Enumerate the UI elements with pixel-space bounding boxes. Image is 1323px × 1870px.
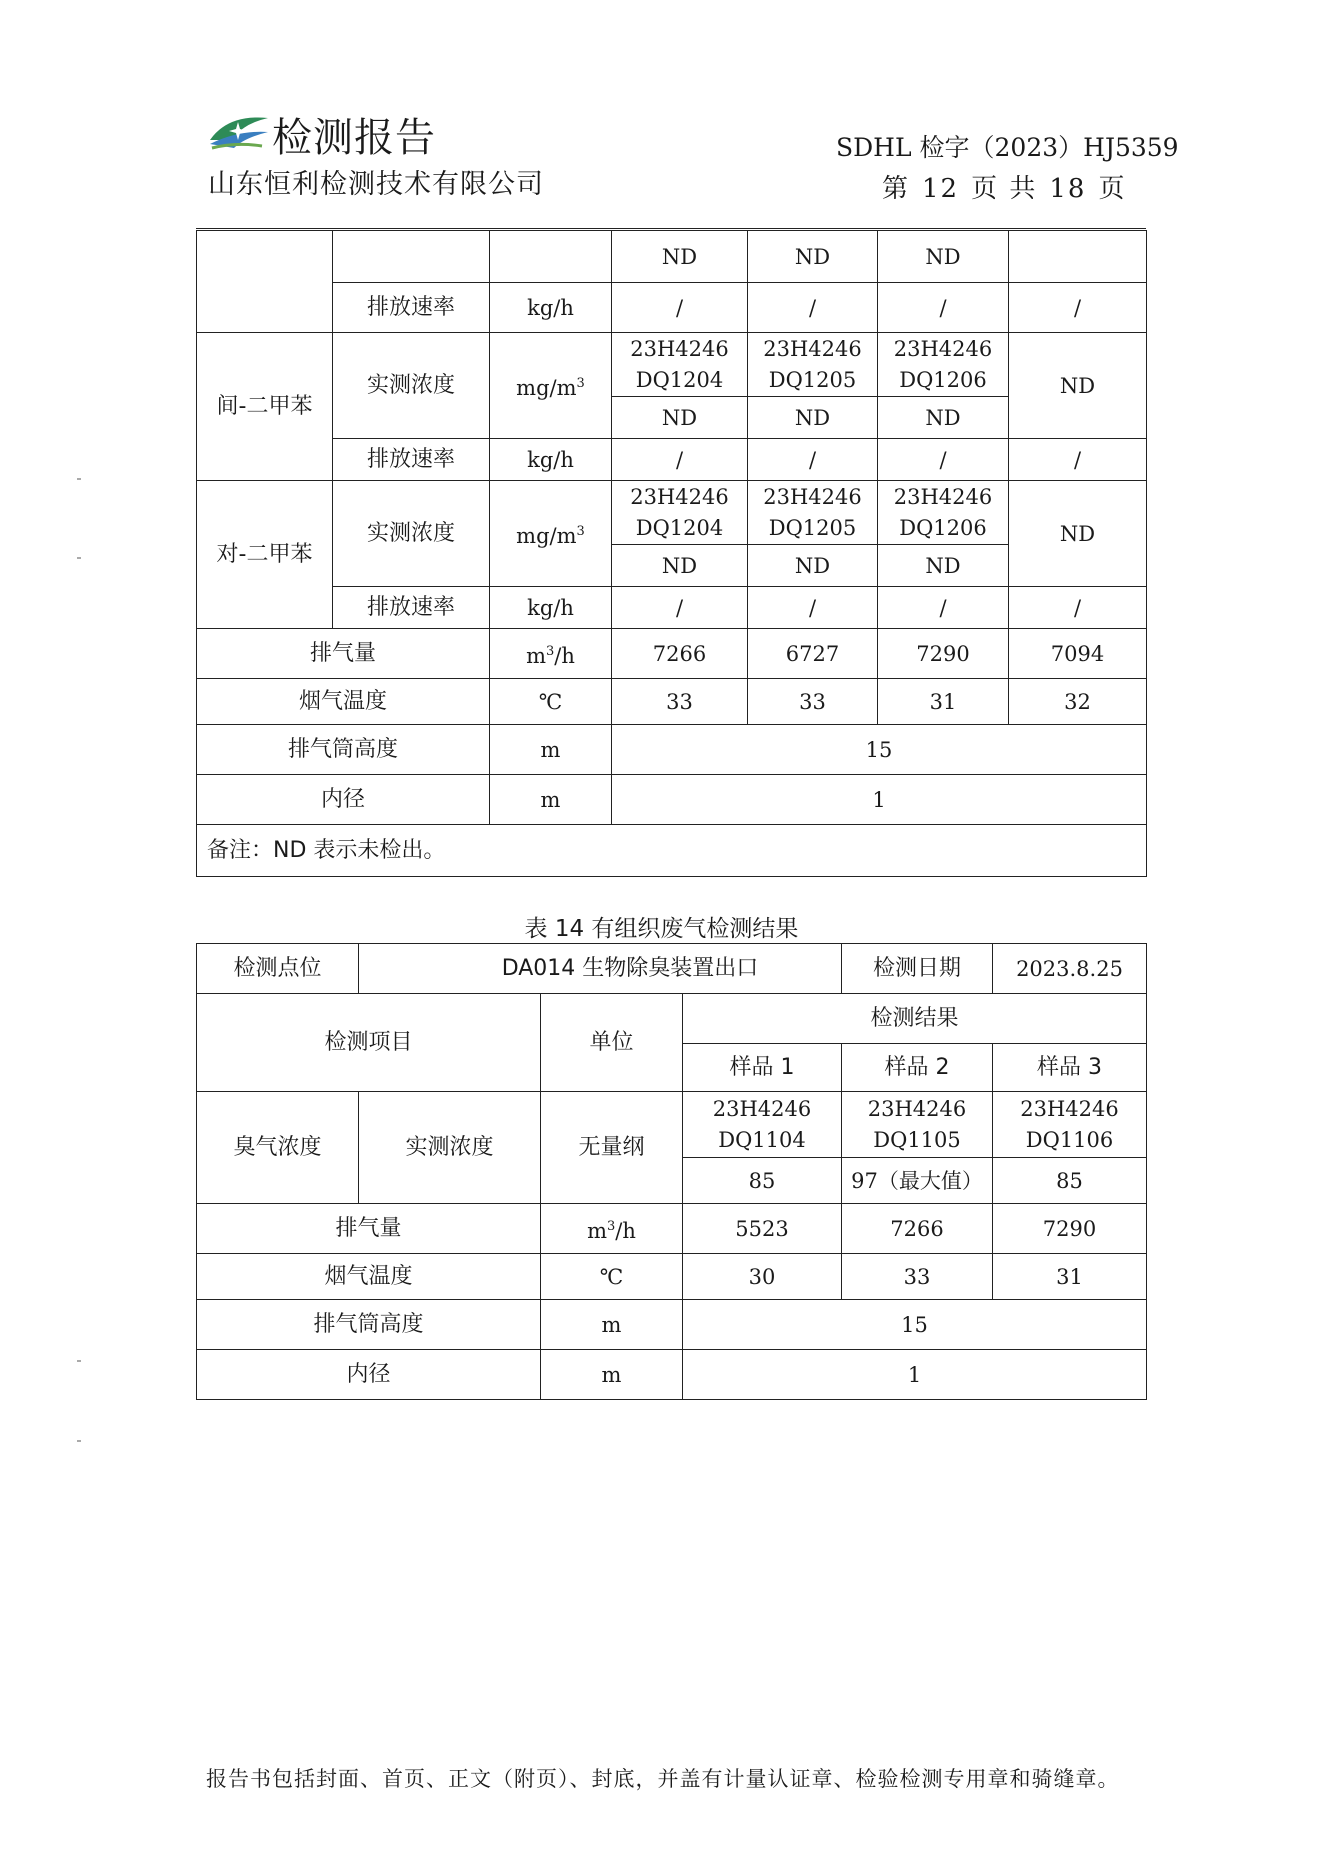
sample-code: 23H4246 DQ1104 xyxy=(683,1092,842,1158)
table-row xyxy=(197,1092,1147,1158)
table-cell: ND xyxy=(612,397,748,439)
rate-label: 排放速率 xyxy=(333,283,490,333)
stack-height-label: 排气筒高度 xyxy=(197,1300,541,1350)
table-cell: 7290 xyxy=(993,1204,1147,1254)
result-header: 检测结果 xyxy=(683,994,1147,1044)
table-cell: ND xyxy=(878,397,1009,439)
scan-speck xyxy=(77,1360,81,1362)
point-label: 检测点位 xyxy=(197,944,359,994)
table-cell: ND xyxy=(748,545,878,587)
company-name: 山东恒利检测技术有限公司 xyxy=(208,169,544,200)
table-row xyxy=(197,629,1147,679)
pollutant-name: 对-二甲苯 xyxy=(197,481,333,629)
rate-label: 排放速率 xyxy=(333,439,490,481)
table-cell xyxy=(1009,231,1147,283)
table-row xyxy=(197,283,1147,333)
page-total: 18 xyxy=(1049,174,1087,204)
page-header xyxy=(0,0,1323,230)
table-cell xyxy=(490,231,612,283)
table-cell xyxy=(197,231,333,333)
table-cell: 6727 xyxy=(748,629,878,679)
sample-header: 样品 1 xyxy=(683,1044,842,1092)
table-cell: / xyxy=(748,439,878,481)
table-cell: / xyxy=(878,283,1009,333)
page-indicator xyxy=(876,168,1132,205)
scan-speck xyxy=(77,557,81,559)
conc-label: 实测浓度 xyxy=(333,333,490,439)
header-rule xyxy=(196,228,1146,229)
table-cell: 1 xyxy=(683,1350,1147,1400)
item-header: 检测项目 xyxy=(197,994,541,1092)
table-cell: / xyxy=(1009,587,1147,629)
table-cell: 30 xyxy=(683,1254,842,1300)
diameter-label: 内径 xyxy=(197,1350,541,1400)
table-cell: 33 xyxy=(842,1254,993,1300)
point-value: DA014 生物除臭装置出口 xyxy=(359,944,842,994)
table-cell: ND xyxy=(878,545,1009,587)
unit-cell: 无量纲 xyxy=(541,1092,683,1204)
table-row xyxy=(197,679,1147,725)
report-title: 检测报告 xyxy=(272,115,436,161)
report-number: SDHL 检字（2023）HJ5359 xyxy=(836,133,1179,162)
table-cell: ND xyxy=(878,231,1009,283)
table-cell: / xyxy=(1009,439,1147,481)
table-14 xyxy=(196,943,1147,1400)
table-row xyxy=(197,825,1147,877)
table-row xyxy=(197,1300,1147,1350)
table-cell: ND xyxy=(748,231,878,283)
table-cell xyxy=(333,231,490,283)
table-cell: / xyxy=(612,439,748,481)
table-row xyxy=(197,587,1147,629)
table-row xyxy=(197,333,1147,397)
table-cell: / xyxy=(612,587,748,629)
conc-label: 实测浓度 xyxy=(333,481,490,587)
table-note: 备注：ND 表示未检出。 xyxy=(197,825,1147,877)
unit-cell: m xyxy=(541,1300,683,1350)
page-footer: 报告书包括封面、首页、正文（附页）、封底，并盖有计量认证章、检验检测专用章和骑缝章。 xyxy=(206,1767,1120,1791)
unit-cell: kg/h xyxy=(490,439,612,481)
table-cell: 1 xyxy=(612,775,1147,825)
table-cell: 7094 xyxy=(1009,629,1147,679)
table-cell: / xyxy=(1009,283,1147,333)
temp-label: 烟气温度 xyxy=(197,1254,541,1300)
table-cell: / xyxy=(878,587,1009,629)
company-logo xyxy=(208,110,270,152)
table-row xyxy=(197,725,1147,775)
unit-cell: ℃ xyxy=(490,679,612,725)
unit-cell: kg/h xyxy=(490,587,612,629)
table-cell: 7266 xyxy=(842,1204,993,1254)
table-row xyxy=(197,231,1147,283)
table-cell: 97（最大值） xyxy=(842,1158,993,1204)
sample-code: 23H4246 DQ1105 xyxy=(842,1092,993,1158)
table-row xyxy=(197,1254,1147,1300)
table-cell: / xyxy=(612,283,748,333)
unit-cell: $m^3/h$ xyxy=(541,1204,683,1254)
date-label: 检测日期 xyxy=(842,944,993,994)
table-cell: ND xyxy=(748,397,878,439)
avg-cell: ND xyxy=(1009,481,1147,587)
table-cell: / xyxy=(748,283,878,333)
table-cell: 85 xyxy=(993,1158,1147,1204)
table-row xyxy=(197,994,1147,1044)
table-cell: 32 xyxy=(1009,679,1147,725)
table-row xyxy=(197,944,1147,994)
table-cell: 15 xyxy=(612,725,1147,775)
sample-header: 样品 3 xyxy=(993,1044,1147,1092)
table-cell: 15 xyxy=(683,1300,1147,1350)
sample-code: 23H4246 DQ1205 xyxy=(748,481,878,545)
unit-cell: m xyxy=(541,1350,683,1400)
table-cell: 7266 xyxy=(612,629,748,679)
table-cell: 31 xyxy=(878,679,1009,725)
unit-cell: $m^3/h$ xyxy=(490,629,612,679)
table-cell: 7290 xyxy=(878,629,1009,679)
sample-code: 23H4246 DQ1206 xyxy=(878,333,1009,397)
table-row xyxy=(197,439,1147,481)
scan-speck xyxy=(77,478,81,480)
odor-name: 臭气浓度 xyxy=(197,1092,359,1204)
sample-code: 23H4246 DQ1106 xyxy=(993,1092,1147,1158)
page-prefix: 第 xyxy=(882,174,911,204)
sample-code: 23H4246 DQ1204 xyxy=(612,333,748,397)
date-value: 2023.8.25 xyxy=(993,944,1147,994)
table-cell: ND xyxy=(612,231,748,283)
table-row xyxy=(197,1204,1147,1254)
exhaust-label: 排气量 xyxy=(197,1204,541,1254)
unit-cell: m xyxy=(490,725,612,775)
table-cell: 5523 xyxy=(683,1204,842,1254)
diameter-label: 内径 xyxy=(197,775,490,825)
sample-code: 23H4246 DQ1206 xyxy=(878,481,1009,545)
unit-cell: kg/h xyxy=(490,283,612,333)
rate-label: 排放速率 xyxy=(333,587,490,629)
page-current: 12 xyxy=(922,174,960,204)
table-cell: 33 xyxy=(748,679,878,725)
temp-label: 烟气温度 xyxy=(197,679,490,725)
unit-cell: ℃ xyxy=(541,1254,683,1300)
scan-speck xyxy=(77,1440,81,1442)
table-cell: ND xyxy=(612,545,748,587)
conc-label: 实测浓度 xyxy=(359,1092,541,1204)
table-13-continued xyxy=(196,230,1147,877)
sample-code: 23H4246 DQ1204 xyxy=(612,481,748,545)
exhaust-label: 排气量 xyxy=(197,629,490,679)
table-row xyxy=(197,775,1147,825)
sample-header: 样品 2 xyxy=(842,1044,993,1092)
sample-code: 23H4246 DQ1205 xyxy=(748,333,878,397)
unit-cell: $mg/m^3$ xyxy=(490,333,612,439)
table-cell: 33 xyxy=(612,679,748,725)
table-cell: / xyxy=(878,439,1009,481)
unit-header: 单位 xyxy=(541,994,683,1092)
table-row xyxy=(197,1350,1147,1400)
pollutant-name: 间-二甲苯 xyxy=(197,333,333,481)
table-cell: 85 xyxy=(683,1158,842,1204)
table-row xyxy=(197,481,1147,545)
page-suffix: 页 xyxy=(1098,174,1127,204)
table-14-caption: 表 14 有组织废气检测结果 xyxy=(524,916,799,942)
stack-height-label: 排气筒高度 xyxy=(197,725,490,775)
unit-cell: $mg/m^3$ xyxy=(490,481,612,587)
table-cell: / xyxy=(748,587,878,629)
unit-cell: m xyxy=(490,775,612,825)
table-cell: 31 xyxy=(993,1254,1147,1300)
page-mid: 页 共 xyxy=(971,174,1038,204)
avg-cell: ND xyxy=(1009,333,1147,439)
